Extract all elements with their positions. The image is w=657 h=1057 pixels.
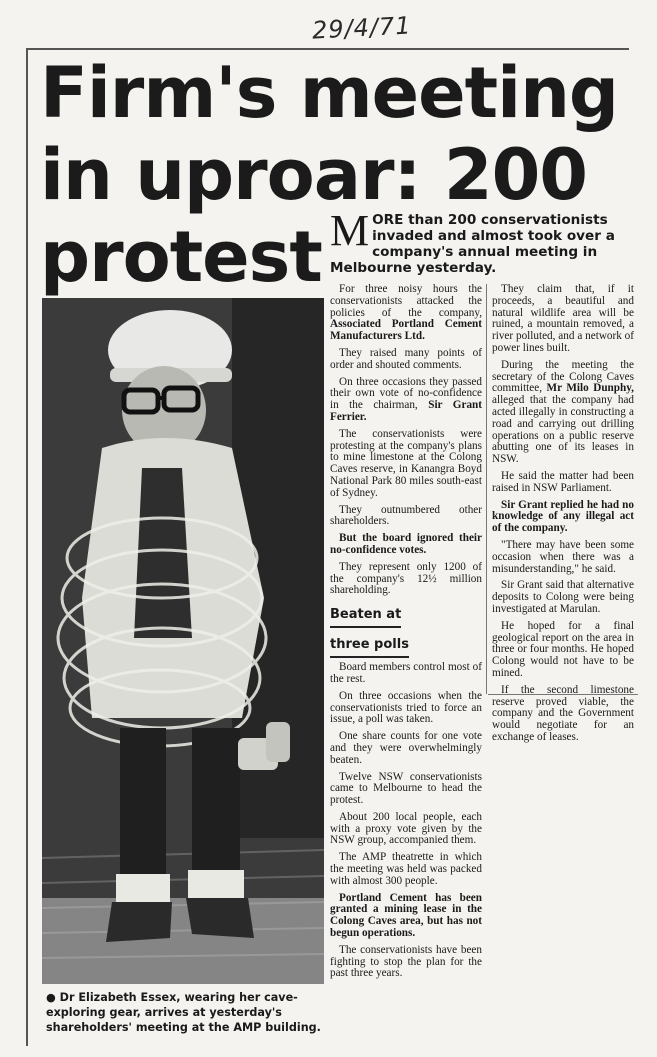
paragraph: One share counts for one vote and they were overwhelmingly beaten. bbox=[330, 730, 482, 766]
paragraph: Twelve NSW conservationists came to Melbourne to head the protest. bbox=[330, 770, 482, 807]
paragraph bbox=[492, 360, 634, 466]
company-name: Associated Portland Cement Manufacturers Ltd. bbox=[330, 318, 482, 343]
paragraph bbox=[492, 500, 634, 535]
article-column-2 bbox=[492, 284, 634, 749]
paragraph-text: alleged that the company had acted illegally in constructing a road and carrying out drilling operations on a public reserve abutting one of its leases in NSW. bbox=[492, 394, 634, 466]
caption-text: Dr Elizabeth Essex, wearing her cave-exploring gear, arrives at yesterday's shareholders' meeting at the AMP building. bbox=[46, 991, 321, 1034]
handwritten-date: 29/4/71 bbox=[311, 11, 413, 45]
paragraph: Sir Grant said that alternative deposits to Colong were being investigated at Marulan. bbox=[492, 579, 634, 615]
intro-text: ORE than 200 conservationists invaded and almost took over a company's annual meeting in Melbourne yesterday. bbox=[330, 212, 615, 276]
paragraph: If the second limestone reserve proved viable, the company and the Government would negotiate for an exchange of leases. bbox=[492, 683, 634, 743]
chairman-name: Sir Grant Ferrier. bbox=[330, 399, 482, 423]
paragraph bbox=[330, 893, 482, 940]
paragraph: They represent only 1200 of the company's 12½ million shareholding. bbox=[330, 560, 482, 597]
bold-paragraph-text: Portland Cement has been granted a mining lease in the Colong Caves area, but has not begun operations. bbox=[330, 891, 482, 940]
paragraph: On three occasions when the conservationists tried to force an issue, a poll was taken. bbox=[330, 689, 482, 726]
photo-illustration bbox=[42, 298, 324, 984]
paragraph: The AMP theatrette in which the meeting was held was packed with almost 300 people. bbox=[330, 851, 482, 887]
bold-paragraph-text: But the board ignored their no-confidence votes. bbox=[330, 532, 482, 556]
paragraph: The conservationists have been fighting to stop the plan for the past three years. bbox=[330, 943, 482, 980]
headline-line-2: in uproar: 200 bbox=[40, 134, 587, 216]
paragraph: About 200 local people, each with a proxy vote given by the NSW group, accompanied them. bbox=[330, 810, 482, 847]
paragraph: They outnumbered other shareholders. bbox=[330, 503, 482, 528]
paragraph: He hoped for a final geological report on the area in three or four months. He hoped Colong would not have to be mined. bbox=[492, 619, 634, 679]
intro-paragraph bbox=[330, 206, 622, 276]
paragraph: The conservationists were protesting at the company's plans to mine limestone at the Colong Caves reserve, in Kanangra Boyd National Park 80 miles south-east of Sydney. bbox=[330, 427, 482, 499]
article-column-1 bbox=[330, 284, 482, 985]
paragraph-text: For three noisy hours the conservationists attacked the policies of the company, bbox=[330, 283, 482, 319]
headline-line-1: Firm's meeting bbox=[40, 52, 619, 134]
paragraph-text: On three occasions they passed their own vote of no-confidence in the chairman, bbox=[330, 375, 482, 412]
paragraph bbox=[330, 377, 482, 424]
paragraph: Board members control most of the rest. bbox=[330, 661, 482, 685]
bold-paragraph-text: Sir Grant replied he had no knowledge of any illegal act of the company. bbox=[492, 498, 634, 535]
paragraph bbox=[330, 533, 482, 557]
secretary-name: Mr Milo Dunphy, bbox=[546, 382, 634, 395]
drop-cap: M bbox=[330, 206, 370, 255]
paragraph: "There may have been some occasion when there was a misunderstanding," he said. bbox=[492, 538, 634, 575]
paragraph: They raised many points of order and shouted comments. bbox=[330, 346, 482, 371]
news-photo bbox=[42, 298, 324, 984]
subheading-line-1: Beaten at bbox=[330, 604, 401, 628]
paragraph-text: During the meeting the secretary of the Colong Caves committee, bbox=[492, 358, 634, 395]
paragraph: He said the matter had been raised in NSW Parliament. bbox=[492, 469, 634, 494]
photo-caption: ● Dr Elizabeth Essex, wearing her cave-exploring gear, arrives at yesterday's shareholders' meeting at the AMP building. bbox=[46, 991, 321, 1034]
subheading-line-2: three polls bbox=[330, 634, 409, 658]
paragraph: They claim that, if it proceeds, a beautiful and natural wildlife area will be ruined, a mountain removed, a river polluted, and a network of power lines built. bbox=[492, 283, 634, 354]
column-divider bbox=[486, 284, 487, 694]
headline-line-3: protest bbox=[40, 216, 322, 298]
subheading bbox=[330, 602, 482, 662]
paragraph bbox=[330, 284, 482, 343]
